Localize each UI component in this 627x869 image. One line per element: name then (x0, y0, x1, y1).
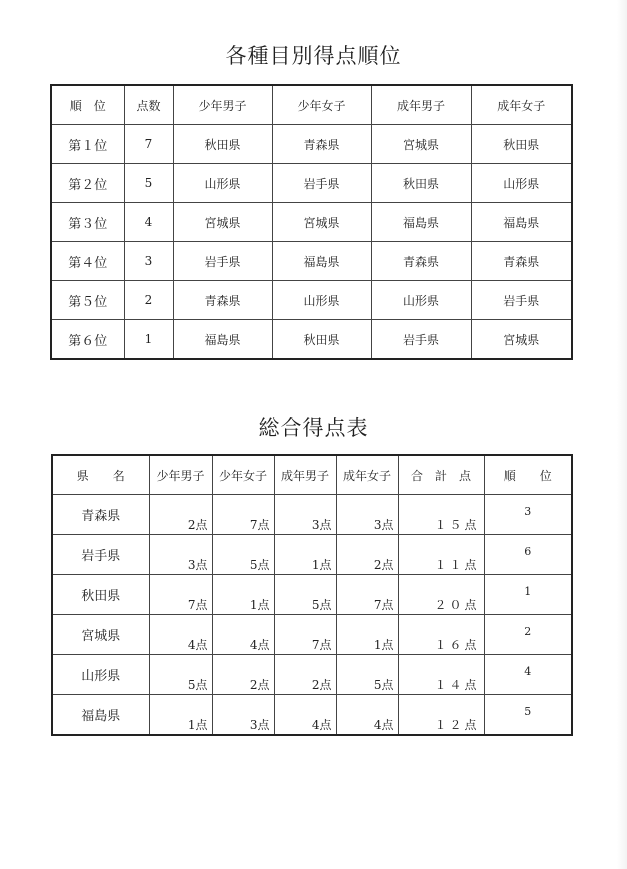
youth-women-cell: 福島県 (272, 242, 371, 281)
table-row (52, 655, 572, 695)
youth-men-cell: 岩手県 (173, 242, 272, 281)
youth-men-points: 7点 (149, 575, 212, 615)
points-value: 2 (124, 281, 173, 320)
table-row (52, 575, 572, 615)
rank-label: 第３位 (51, 203, 124, 242)
overall-rank: 1 (484, 575, 572, 615)
table-row (52, 495, 572, 535)
table-row (51, 164, 572, 203)
adult-women-cell: 宮城県 (471, 320, 572, 360)
adult-men-points: 7点 (274, 615, 336, 655)
adult-men-cell: 岩手県 (371, 320, 471, 360)
youth-women-cell: 青森県 (272, 125, 371, 164)
youth-men-points: 1点 (149, 695, 212, 736)
header-youth-men: 少年男子 (173, 85, 272, 125)
prefecture-name: 山形県 (52, 655, 149, 695)
adult-women-points: 5点 (336, 655, 398, 695)
overall-rank: 6 (484, 535, 572, 575)
youth-men-points: 2点 (149, 495, 212, 535)
prefecture-name: 青森県 (52, 495, 149, 535)
total-points: １２点 (398, 695, 484, 736)
total-points: ２０点 (398, 575, 484, 615)
youth-women-cell: 秋田県 (272, 320, 371, 360)
adult-women-cell: 福島県 (471, 203, 572, 242)
header-adult-women: 成年女子 (336, 455, 398, 495)
youth-women-points: 4点 (212, 615, 274, 655)
header-rank: 順 位 (51, 85, 124, 125)
rank-label: 第２位 (51, 164, 124, 203)
overall-rank: 3 (484, 495, 572, 535)
prefecture-name: 岩手県 (52, 535, 149, 575)
adult-men-points: 1点 (274, 535, 336, 575)
header-overall-rank: 順 位 (484, 455, 572, 495)
adult-women-cell: 秋田県 (471, 125, 572, 164)
youth-men-cell: 山形県 (173, 164, 272, 203)
adult-women-cell: 青森県 (471, 242, 572, 281)
adult-men-points: 5点 (274, 575, 336, 615)
adult-men-points: 4点 (274, 695, 336, 736)
table-row (51, 320, 572, 360)
youth-men-points: 3点 (149, 535, 212, 575)
youth-women-points: 2点 (212, 655, 274, 695)
youth-women-points: 5点 (212, 535, 274, 575)
youth-men-cell: 青森県 (173, 281, 272, 320)
total-points: １４点 (398, 655, 484, 695)
ranking-table (50, 84, 573, 360)
adult-women-points: 4点 (336, 695, 398, 736)
youth-men-cell: 宮城県 (173, 203, 272, 242)
header-youth-men: 少年男子 (149, 455, 212, 495)
youth-women-cell: 岩手県 (272, 164, 371, 203)
youth-women-points: 1点 (212, 575, 274, 615)
youth-men-points: 5点 (149, 655, 212, 695)
total-points: １５点 (398, 495, 484, 535)
rank-label: 第１位 (51, 125, 124, 164)
prefecture-name: 宮城県 (52, 615, 149, 655)
adult-men-cell: 青森県 (371, 242, 471, 281)
youth-women-points: 3点 (212, 695, 274, 736)
points-value: 7 (124, 125, 173, 164)
table-row (52, 535, 572, 575)
table-row (51, 242, 572, 281)
adult-men-points: 3点 (274, 495, 336, 535)
adult-women-points: 7点 (336, 575, 398, 615)
header-adult-men: 成年男子 (274, 455, 336, 495)
header-youth-women: 少年女子 (212, 455, 274, 495)
adult-women-cell: 岩手県 (471, 281, 572, 320)
rank-label: 第６位 (51, 320, 124, 360)
overall-rank: 5 (484, 695, 572, 736)
youth-women-cell: 宮城県 (272, 203, 371, 242)
points-value: 3 (124, 242, 173, 281)
total-points: １６点 (398, 615, 484, 655)
adult-men-cell: 福島県 (371, 203, 471, 242)
overall-rank: 2 (484, 615, 572, 655)
table-row (51, 125, 572, 164)
ranking-header-row (51, 85, 572, 125)
adult-women-points: 2点 (336, 535, 398, 575)
header-total: 合 計 点 (398, 455, 484, 495)
youth-women-points: 7点 (212, 495, 274, 535)
youth-men-cell: 秋田県 (173, 125, 272, 164)
header-adult-men: 成年男子 (371, 85, 471, 125)
adult-women-points: 3点 (336, 495, 398, 535)
adult-men-cell: 山形県 (371, 281, 471, 320)
rank-label: 第５位 (51, 281, 124, 320)
totals-header-row (52, 455, 572, 495)
adult-men-cell: 秋田県 (371, 164, 471, 203)
header-youth-women: 少年女子 (272, 85, 371, 125)
table-row (51, 281, 572, 320)
youth-men-points: 4点 (149, 615, 212, 655)
adult-women-cell: 山形県 (471, 164, 572, 203)
youth-women-cell: 山形県 (272, 281, 371, 320)
header-adult-women: 成年女子 (471, 85, 572, 125)
adult-women-points: 1点 (336, 615, 398, 655)
points-value: 5 (124, 164, 173, 203)
header-prefecture: 県 名 (52, 455, 149, 495)
adult-men-cell: 宮城県 (371, 125, 471, 164)
points-value: 1 (124, 320, 173, 360)
table-row (52, 695, 572, 736)
prefecture-name: 福島県 (52, 695, 149, 736)
header-points: 点数 (124, 85, 173, 125)
totals-table-title: 総合得点表 (258, 416, 369, 440)
table-row (52, 615, 572, 655)
totals-table (51, 454, 573, 736)
prefecture-name: 秋田県 (52, 575, 149, 615)
adult-men-points: 2点 (274, 655, 336, 695)
overall-rank: 4 (484, 655, 572, 695)
total-points: １１点 (398, 535, 484, 575)
rank-label: 第４位 (51, 242, 124, 281)
ranking-table-title: 各種目別得点順位 (225, 44, 402, 68)
youth-men-cell: 福島県 (173, 320, 272, 360)
table-row (51, 203, 572, 242)
points-value: 4 (124, 203, 173, 242)
